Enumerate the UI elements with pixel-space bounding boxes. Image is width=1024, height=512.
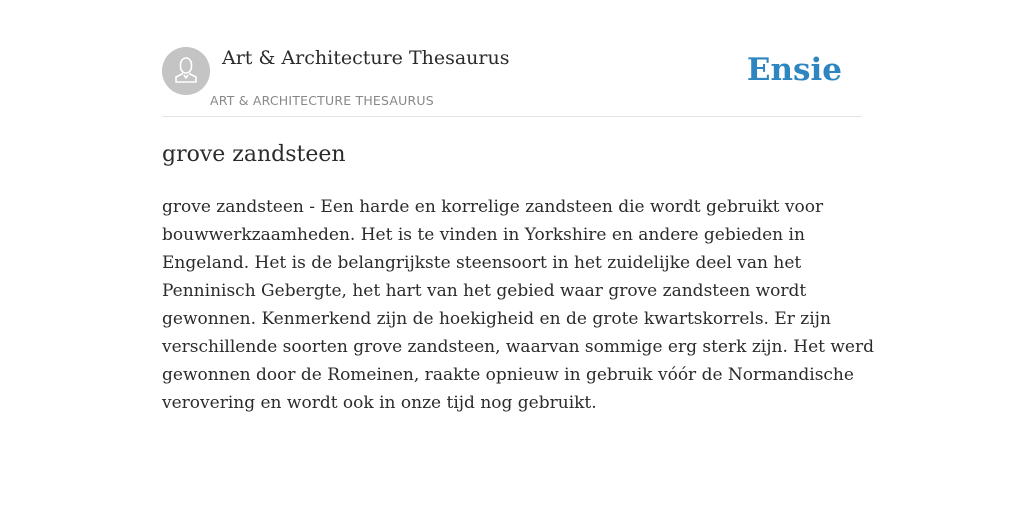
definition-line: Penninisch Gebergte, het hart van het gebied waar grove zandsteen wordt [162, 281, 807, 301]
source-title[interactable]: Art & Architecture Thesaurus [222, 47, 510, 69]
definition-line: Engeland. Het is de belangrijkste steensoort in het zuidelijke deel van het [162, 253, 802, 273]
definition-line: gewonnen door de Romeinen, raakte opnieuw in gebruik vóór de Normandische [162, 365, 854, 385]
source-header [162, 46, 862, 117]
definition-line: verschillende soorten grove zandsteen, waarvan sommige erg sterk zijn. Het werd [162, 337, 874, 357]
definition-line: grove zandsteen - Een harde en korrelige zandsteen die wordt gebruikt voor [162, 197, 824, 217]
entry-definition [162, 193, 874, 417]
definition-line: bouwwerkzaamheden. Het is te vinden in Yorkshire en andere gebieden in [162, 225, 805, 245]
definition-line: gewonnen. Kenmerkend zijn de hoekigheid en de grote kwartskorrels. Er zijn [162, 309, 831, 329]
user-icon[interactable] [162, 47, 210, 95]
definition-line: verovering en wordt ook in onze tijd nog gebruikt. [162, 393, 597, 413]
ensie-logo[interactable]: Ensie [746, 52, 842, 88]
source-subtitle[interactable]: ART & ARCHITECTURE THESAURUS [210, 93, 434, 108]
entry-term: grove zandsteen [162, 142, 346, 167]
